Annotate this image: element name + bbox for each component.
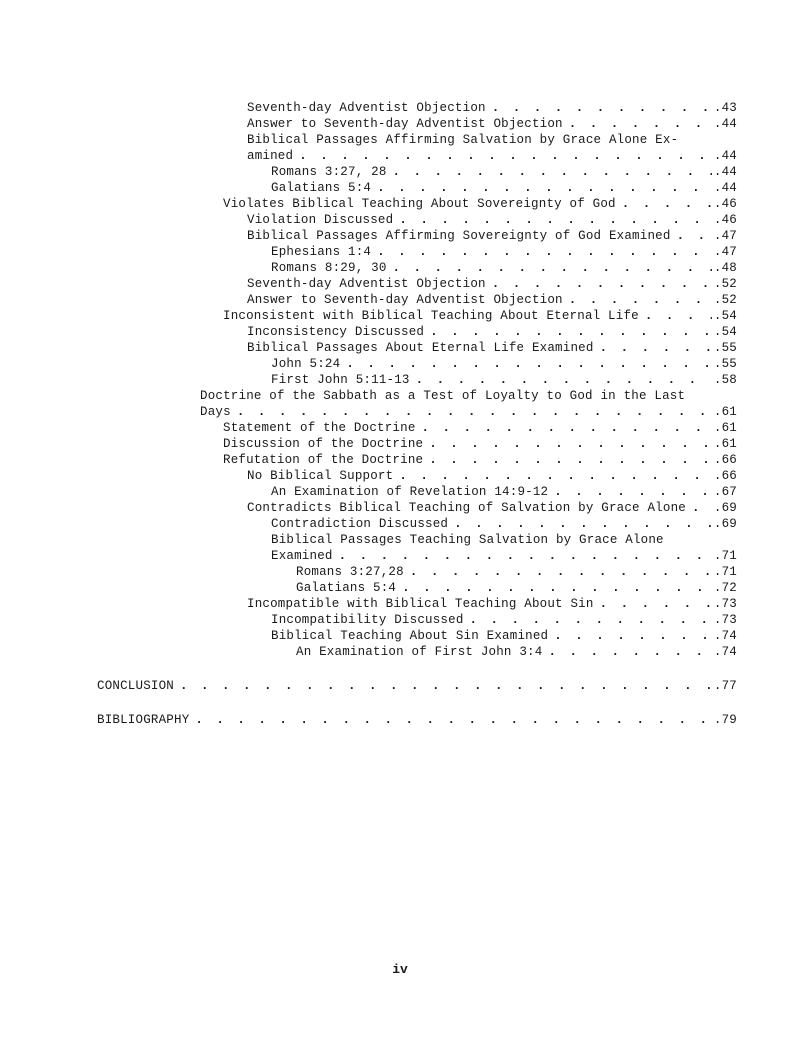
toc-page-number: .69: [713, 501, 737, 515]
toc-entry-text: BIBLIOGRAPHY: [97, 713, 190, 727]
toc-entry-text: Romans 3:27,28: [296, 565, 404, 579]
toc-page-number: .44: [713, 165, 737, 179]
toc-entry: [0, 260, 737, 276]
toc-page-number: .61: [713, 421, 737, 435]
toc-entry: [0, 484, 737, 500]
toc-page-number: .47: [713, 229, 737, 243]
toc-entry-text: Seventh-day Adventist Objection: [247, 101, 486, 115]
dot-leader: [600, 596, 712, 612]
dot-leader: [399, 212, 712, 228]
toc-entry: [0, 100, 737, 116]
toc-entry: [0, 628, 737, 644]
toc-entry: [0, 308, 737, 324]
toc-page-number: .55: [713, 341, 737, 355]
toc-page-number: .73: [713, 597, 737, 611]
dot-leader: [377, 180, 712, 196]
toc-entry-text: Violation Discussed: [247, 213, 394, 227]
dot-leader: [429, 452, 712, 468]
dot-leader: [399, 468, 712, 484]
toc-entry: [0, 356, 737, 372]
toc-entry-text: Biblical Passages Affirming Sovereignty of God Examined: [247, 229, 671, 243]
toc-page-number: .44: [713, 117, 737, 131]
toc-page-number: .54: [713, 325, 737, 339]
toc-entry: [0, 500, 737, 516]
toc-entry: [0, 420, 737, 436]
dot-leader: [430, 324, 712, 340]
page-number-footer: iv: [392, 962, 408, 977]
toc-top-section: [0, 712, 737, 728]
toc-entry-text: Answer to Seventh-day Adventist Objection: [247, 117, 563, 131]
toc-entry-text: CONCLUSION: [97, 679, 175, 693]
toc-page-number: .61: [713, 437, 737, 451]
toc-page-number: .77: [713, 679, 737, 693]
toc-page-number: .48: [713, 261, 737, 275]
dot-leader: [677, 228, 712, 244]
toc-page-number: .69: [713, 517, 737, 531]
toc-page-number: .79: [713, 713, 737, 727]
toc-entry-text: Romans 3:27, 28: [271, 165, 387, 179]
toc-entry-text: Ephesians 1:4: [271, 245, 372, 259]
toc-entry: [0, 612, 737, 628]
dot-leader: [195, 712, 711, 728]
toc-entry-text: Contradiction Discussed: [271, 517, 449, 531]
toc-entry-text: Romans 8:29, 30: [271, 261, 387, 275]
toc-entry: [0, 468, 737, 484]
toc-entry: [0, 196, 737, 212]
toc-entry: [0, 340, 737, 356]
toc-entry-text: Galatians 5:4: [271, 181, 372, 195]
toc-entry-text: An Examination of Revelation 14:9-12: [271, 485, 549, 499]
toc-page-number: .66: [713, 469, 737, 483]
toc-page-number: .61: [713, 405, 737, 419]
dot-leader: [416, 372, 712, 388]
toc-entry-text: Refutation of the Doctrine: [223, 453, 424, 467]
toc-page-number: .47: [713, 245, 737, 259]
toc-page-number: .44: [713, 181, 737, 195]
dot-leader: [393, 260, 712, 276]
toc-entry-text: An Examination of First John 3:4: [296, 645, 543, 659]
toc-entry: [0, 532, 737, 564]
toc-entry-text-continued: amined: [247, 149, 294, 163]
dot-leader: [237, 404, 712, 420]
toc-entry-text: Inconsistent with Biblical Teaching About Eternal Life: [223, 309, 639, 323]
toc-entry-text: Doctrine of the Sabbath as a Test of Loyalty to God in the Last: [200, 389, 686, 403]
toc-entry: [0, 180, 737, 196]
dot-leader: [692, 500, 712, 516]
toc-page-number: .46: [713, 213, 737, 227]
toc-entry: [0, 596, 737, 612]
dot-leader: [346, 356, 712, 372]
toc-entry-text: Biblical Passages Affirming Salvation by Grace Alone Ex-: [247, 133, 679, 147]
toc-entry-text: First John 5:11-13: [271, 373, 410, 387]
toc-entry: [0, 292, 737, 308]
dot-leader: [645, 308, 712, 324]
toc-entry: [0, 436, 737, 452]
toc-page-number: .71: [713, 565, 737, 579]
dot-leader: [402, 580, 712, 596]
dot-leader: [554, 484, 712, 500]
toc-page-number: .54: [713, 309, 737, 323]
toc-page-number: .46: [713, 197, 737, 211]
toc-page-number: .52: [713, 277, 737, 291]
toc-entry: [0, 564, 737, 580]
dot-leader: [470, 612, 712, 628]
toc-entry: [0, 452, 737, 468]
toc-entry-text: Answer to Seventh-day Adventist Objection: [247, 293, 563, 307]
toc-entry: [0, 388, 737, 420]
dot-leader: [569, 116, 712, 132]
toc-entry-text: Statement of the Doctrine: [223, 421, 416, 435]
toc-entry: [0, 132, 737, 164]
toc-page-number: .67: [713, 485, 737, 499]
toc-entry-text-continued: Days: [200, 405, 231, 419]
toc-entry-text: Seventh-day Adventist Objection: [247, 277, 486, 291]
toc-entry-text: Biblical Teaching About Sin Examined: [271, 629, 549, 643]
dot-leader: [299, 148, 712, 164]
toc-entry: [0, 116, 737, 132]
toc-entry: [0, 516, 737, 532]
toc-entry: [0, 372, 737, 388]
toc-entry-text-continued: Examined: [271, 549, 333, 563]
dot-leader: [429, 436, 712, 452]
toc-entry: [0, 164, 737, 180]
toc-entry: [0, 276, 737, 292]
toc-entry: [0, 228, 737, 244]
dot-leader: [622, 196, 712, 212]
toc-page-number: .74: [713, 645, 737, 659]
toc-entry-text: Inconsistency Discussed: [247, 325, 425, 339]
dot-leader: [410, 564, 712, 580]
toc-entry-text: Galatians 5:4: [296, 581, 397, 595]
toc-entry: [0, 644, 737, 660]
dot-leader: [548, 644, 711, 660]
toc-entry: [0, 212, 737, 228]
toc-entry-text: Violates Biblical Teaching About Sovereignty of God: [223, 197, 616, 211]
dot-leader: [393, 164, 712, 180]
dot-leader: [454, 516, 712, 532]
toc-entry-text: Biblical Passages About Eternal Life Examined: [247, 341, 594, 355]
toc-entry: [0, 324, 737, 340]
toc-page-number: .72: [713, 581, 737, 595]
toc-entry-text: No Biblical Support: [247, 469, 394, 483]
toc-entry-text: Biblical Passages Teaching Salvation by Grace Alone: [271, 533, 664, 547]
toc-entry: [0, 244, 737, 260]
toc-entry-text: John 5:24: [271, 357, 341, 371]
toc-entry-text: Contradicts Biblical Teaching of Salvation by Grace Alone: [247, 501, 686, 515]
toc-page-number: .52: [713, 293, 737, 307]
dot-leader: [600, 340, 712, 356]
toc-page-number: .55: [713, 357, 737, 371]
toc-page-number: .58: [713, 373, 737, 387]
dot-leader: [569, 292, 712, 308]
dot-leader: [339, 548, 712, 564]
toc-page-number: .73: [713, 613, 737, 627]
dot-leader: [422, 420, 712, 436]
dot-leader: [180, 678, 712, 694]
dot-leader: [492, 100, 712, 116]
toc-page-number: .66: [713, 453, 737, 467]
toc-page-number: .43: [713, 101, 737, 115]
toc-page-number: .71: [713, 549, 737, 563]
toc-top-section: [0, 678, 737, 694]
dot-leader: [492, 276, 712, 292]
toc-page-number: .44: [713, 149, 737, 163]
dot-leader: [377, 244, 712, 260]
toc-entry-text: Incompatibility Discussed: [271, 613, 464, 627]
toc-entry-text: Incompatible with Biblical Teaching About Sin: [247, 597, 594, 611]
toc-entry: [0, 580, 737, 596]
table-of-contents: [0, 100, 800, 732]
toc-page-number: .74: [713, 629, 737, 643]
toc-entry-text: Discussion of the Doctrine: [223, 437, 424, 451]
dot-leader: [554, 628, 712, 644]
